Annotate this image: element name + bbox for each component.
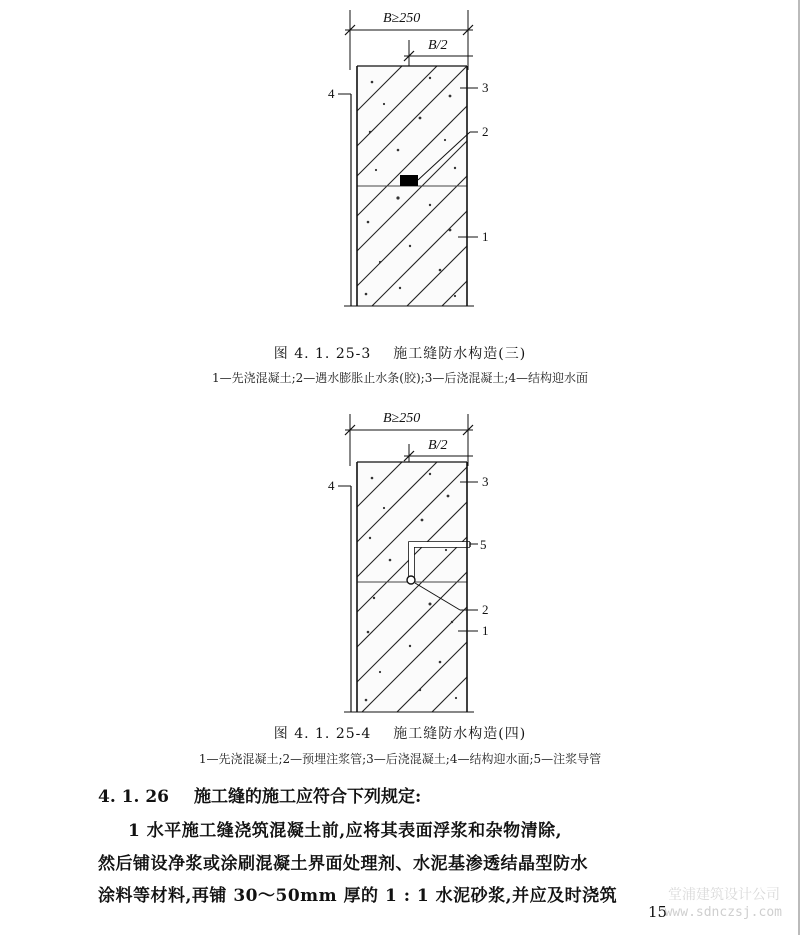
watermark-url: www.sdnczsj.com	[664, 905, 782, 920]
figure-a-caption-title: 施工缝防水构造(三)	[393, 346, 527, 362]
figure-b-caption	[0, 723, 800, 743]
paragraph-line-3: 涂料等材料,再铺 30～50mm 厚的 1 : 1 水泥砂浆,并应及时浇筑	[98, 886, 618, 906]
figure-a-caption-number: 图 4. 1. 25-3	[273, 346, 372, 362]
figure-b-callout-4: 4	[328, 478, 335, 493]
figure-a-caption	[0, 343, 800, 363]
figure-b-dim-total: B≥250	[383, 411, 421, 426]
figure-b-caption-title: 施工缝防水构造(四)	[393, 726, 527, 742]
figure-b-grout-pipe	[407, 576, 415, 584]
paragraph-line-1: 1 水平施工缝浇筑混凝土前,应将其表面浮浆和杂物清除,	[128, 821, 563, 841]
figure-b-callout-1: 1	[482, 623, 489, 638]
section-title: 施工缝的施工应符合下列规定:	[194, 787, 422, 807]
figure-b-caption-number: 图 4. 1. 25-4	[273, 726, 372, 742]
figure-a-callout-3: 3	[482, 80, 489, 95]
figure-a-legend: 1—先浇混凝土;2—遇水膨胀止水条(胶);3—后浇混凝土;4—结构迎水面	[211, 371, 589, 385]
section-heading	[98, 782, 421, 807]
figure-b-callout-3: 3	[482, 474, 489, 489]
figure-b-callout-2: 2	[482, 602, 489, 617]
figure-a-drawing	[0, 0, 800, 320]
figure-a-callout-4: 4	[328, 86, 335, 101]
figure-b-legend: 1—先浇混凝土;2—预埋注浆管;3—后浇混凝土;4—结构迎水面;5—注浆导管	[198, 752, 602, 766]
paragraph-line-2: 然后铺设净浆或涂刷混凝土界面处理剂、水泥基渗透结晶型防水	[98, 854, 588, 874]
figure-a-water-stop	[400, 175, 418, 186]
section-number: 4. 1. 26	[98, 787, 169, 807]
watermark-text: 堂浦建筑设计公司	[668, 887, 780, 903]
figure-a-dim-half: B/2	[428, 38, 448, 53]
figure-a-dim-total: B≥250	[383, 11, 421, 26]
figure-b-callout-5: 5	[480, 537, 487, 552]
figure-b-dim-half: B/2	[428, 438, 448, 453]
figure-b-drawing	[0, 400, 800, 720]
figure-a-callout-1: 1	[482, 229, 489, 244]
page-number: 15	[648, 903, 668, 921]
figure-a-callout-2: 2	[482, 124, 489, 139]
